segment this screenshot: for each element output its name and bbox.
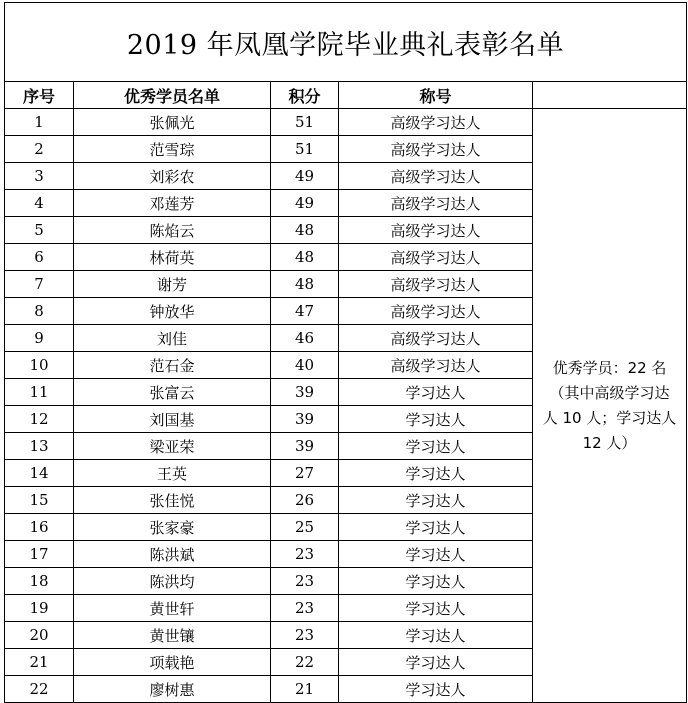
- summary-text: 12 人）: [582, 433, 637, 452]
- row-seq-cell: 5: [5, 217, 74, 244]
- row-seq-cell: 13: [5, 433, 74, 460]
- row-score-cell: 23: [271, 541, 339, 568]
- row-seq-cell: 20: [5, 622, 74, 649]
- row-honor-cell: 学习达人: [339, 379, 533, 406]
- row-name-cell: 范石金: [74, 352, 271, 379]
- row-honor-cell: 高级学习达人: [339, 325, 533, 352]
- row-name-cell: 张家豪: [74, 514, 271, 541]
- row-name-cell: 王英: [74, 460, 271, 487]
- row-name-cell: 廖树惠: [74, 676, 271, 703]
- row-name-cell: 陈洪均: [74, 568, 271, 595]
- column-header-honor: 称号: [339, 82, 533, 109]
- row-honor-cell: 高级学习达人: [339, 352, 533, 379]
- row-honor-cell: 学习达人: [339, 514, 533, 541]
- row-seq-cell: 6: [5, 244, 74, 271]
- row-score-cell: 27: [271, 460, 339, 487]
- table-row: [5, 109, 687, 136]
- row-score-cell: 23: [271, 595, 339, 622]
- row-name-cell: 邓莲芳: [74, 190, 271, 217]
- row-honor-cell: 学习达人: [339, 460, 533, 487]
- row-honor-cell: 高级学习达人: [339, 217, 533, 244]
- row-name-cell: 张富云: [74, 379, 271, 406]
- row-score-cell: 51: [271, 109, 339, 136]
- row-seq-cell: 16: [5, 514, 74, 541]
- row-score-cell: 22: [271, 649, 339, 676]
- row-name-cell: 陈焰云: [74, 217, 271, 244]
- row-seq-cell: 1: [5, 109, 74, 136]
- row-name-cell: 张佩光: [74, 109, 271, 136]
- row-score-cell: 46: [271, 325, 339, 352]
- row-honor-cell: 学习达人: [339, 406, 533, 433]
- row-score-cell: 39: [271, 379, 339, 406]
- row-name-cell: 谢芳: [74, 271, 271, 298]
- row-score-cell: 51: [271, 136, 339, 163]
- row-name-cell: 梁亚荣: [74, 433, 271, 460]
- row-seq-cell: 9: [5, 325, 74, 352]
- row-honor-cell: 高级学习达人: [339, 190, 533, 217]
- row-seq-cell: 14: [5, 460, 74, 487]
- row-honor-cell: 学习达人: [339, 568, 533, 595]
- row-seq-cell: 17: [5, 541, 74, 568]
- column-header-seq: 序号: [5, 82, 74, 109]
- row-seq-cell: 15: [5, 487, 74, 514]
- row-score-cell: 49: [271, 190, 339, 217]
- row-seq-cell: 7: [5, 271, 74, 298]
- row-seq-cell: 2: [5, 136, 74, 163]
- row-seq-cell: 3: [5, 163, 74, 190]
- row-honor-cell: 学习达人: [339, 622, 533, 649]
- summary-text: （其中高级学习达: [549, 383, 670, 402]
- row-honor-cell: 高级学习达人: [339, 271, 533, 298]
- row-name-cell: 陈洪斌: [74, 541, 271, 568]
- row-honor-cell: 高级学习达人: [339, 298, 533, 325]
- row-score-cell: 25: [271, 514, 339, 541]
- row-name-cell: 钟放华: [74, 298, 271, 325]
- row-name-cell: 项载艳: [74, 649, 271, 676]
- row-name-cell: 黄世轩: [74, 595, 271, 622]
- row-score-cell: 39: [271, 433, 339, 460]
- row-score-cell: 39: [271, 406, 339, 433]
- honor-roll-table: [4, 2, 687, 703]
- row-seq-cell: 8: [5, 298, 74, 325]
- row-score-cell: 49: [271, 163, 339, 190]
- row-honor-cell: 高级学习达人: [339, 109, 533, 136]
- row-name-cell: 刘国基: [74, 406, 271, 433]
- row-name-cell: 张佳悦: [74, 487, 271, 514]
- row-name-cell: 黄世镶: [74, 622, 271, 649]
- row-seq-cell: 22: [5, 676, 74, 703]
- row-name-cell: 林荷英: [74, 244, 271, 271]
- page-title: 2019 年凤凰学院毕业典礼表彰名单: [5, 3, 687, 82]
- row-seq-cell: 19: [5, 595, 74, 622]
- row-score-cell: 21: [271, 676, 339, 703]
- row-seq-cell: 21: [5, 649, 74, 676]
- row-honor-cell: 学习达人: [339, 595, 533, 622]
- row-honor-cell: 学习达人: [339, 541, 533, 568]
- row-honor-cell: 高级学习达人: [339, 163, 533, 190]
- row-score-cell: 26: [271, 487, 339, 514]
- column-header-blank: [533, 82, 687, 109]
- row-score-cell: 23: [271, 622, 339, 649]
- row-score-cell: 48: [271, 244, 339, 271]
- row-honor-cell: 学习达人: [339, 676, 533, 703]
- column-header-score: 积分: [271, 82, 339, 109]
- row-name-cell: 刘佳: [74, 325, 271, 352]
- row-seq-cell: 10: [5, 352, 74, 379]
- column-header-name: 优秀学员名单: [74, 82, 271, 109]
- summary-text: 人 10 人；学习达人: [542, 408, 677, 427]
- row-honor-cell: 高级学习达人: [339, 244, 533, 271]
- row-score-cell: 23: [271, 568, 339, 595]
- row-name-cell: 刘彩农: [74, 163, 271, 190]
- row-honor-cell: 学习达人: [339, 433, 533, 460]
- row-honor-cell: 学习达人: [339, 649, 533, 676]
- row-seq-cell: 11: [5, 379, 74, 406]
- row-score-cell: 48: [271, 271, 339, 298]
- row-score-cell: 48: [271, 217, 339, 244]
- row-seq-cell: 18: [5, 568, 74, 595]
- row-score-cell: 40: [271, 352, 339, 379]
- row-honor-cell: 学习达人: [339, 487, 533, 514]
- summary-text: 优秀学员：22 名: [552, 358, 667, 377]
- row-name-cell: 范雪琮: [74, 136, 271, 163]
- row-seq-cell: 12: [5, 406, 74, 433]
- row-score-cell: 47: [271, 298, 339, 325]
- row-seq-cell: 4: [5, 190, 74, 217]
- row-honor-cell: 高级学习达人: [339, 136, 533, 163]
- summary-cell: [533, 109, 687, 703]
